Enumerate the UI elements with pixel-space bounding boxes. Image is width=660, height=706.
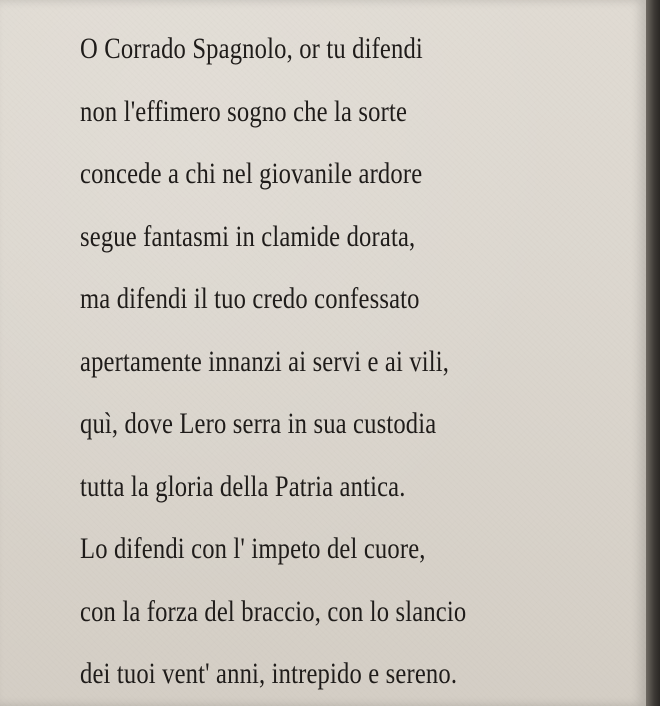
poem-line: O Corrado Spagnolo, or tu difendi bbox=[80, 32, 423, 65]
poem-line: concede a chi nel giovanile ardore bbox=[80, 157, 423, 190]
poem-line: tutta la gloria della Patria antica. bbox=[80, 469, 406, 503]
poem-line: quì, dove Lero serra in sua custodia bbox=[80, 407, 437, 440]
poem-line: ma difendi il tuo credo confessato bbox=[80, 282, 420, 315]
paper-edge-shadow bbox=[646, 0, 660, 706]
poem-line: dei tuoi vent' anni, intrepido e sereno. bbox=[80, 657, 458, 690]
poem-line: segue fantasmi in clamide dorata, bbox=[80, 219, 416, 253]
poem-text bbox=[80, 18, 466, 706]
poem-line: con la forza del braccio, con lo slancio bbox=[80, 594, 467, 628]
poem-line: Lo difendi con l' impeto del cuore, bbox=[80, 532, 426, 565]
poem-line: apertamente innanzi ai servi e ai vili, bbox=[80, 344, 450, 378]
poem-line: non l'effimero sogno che la sorte bbox=[80, 94, 408, 128]
